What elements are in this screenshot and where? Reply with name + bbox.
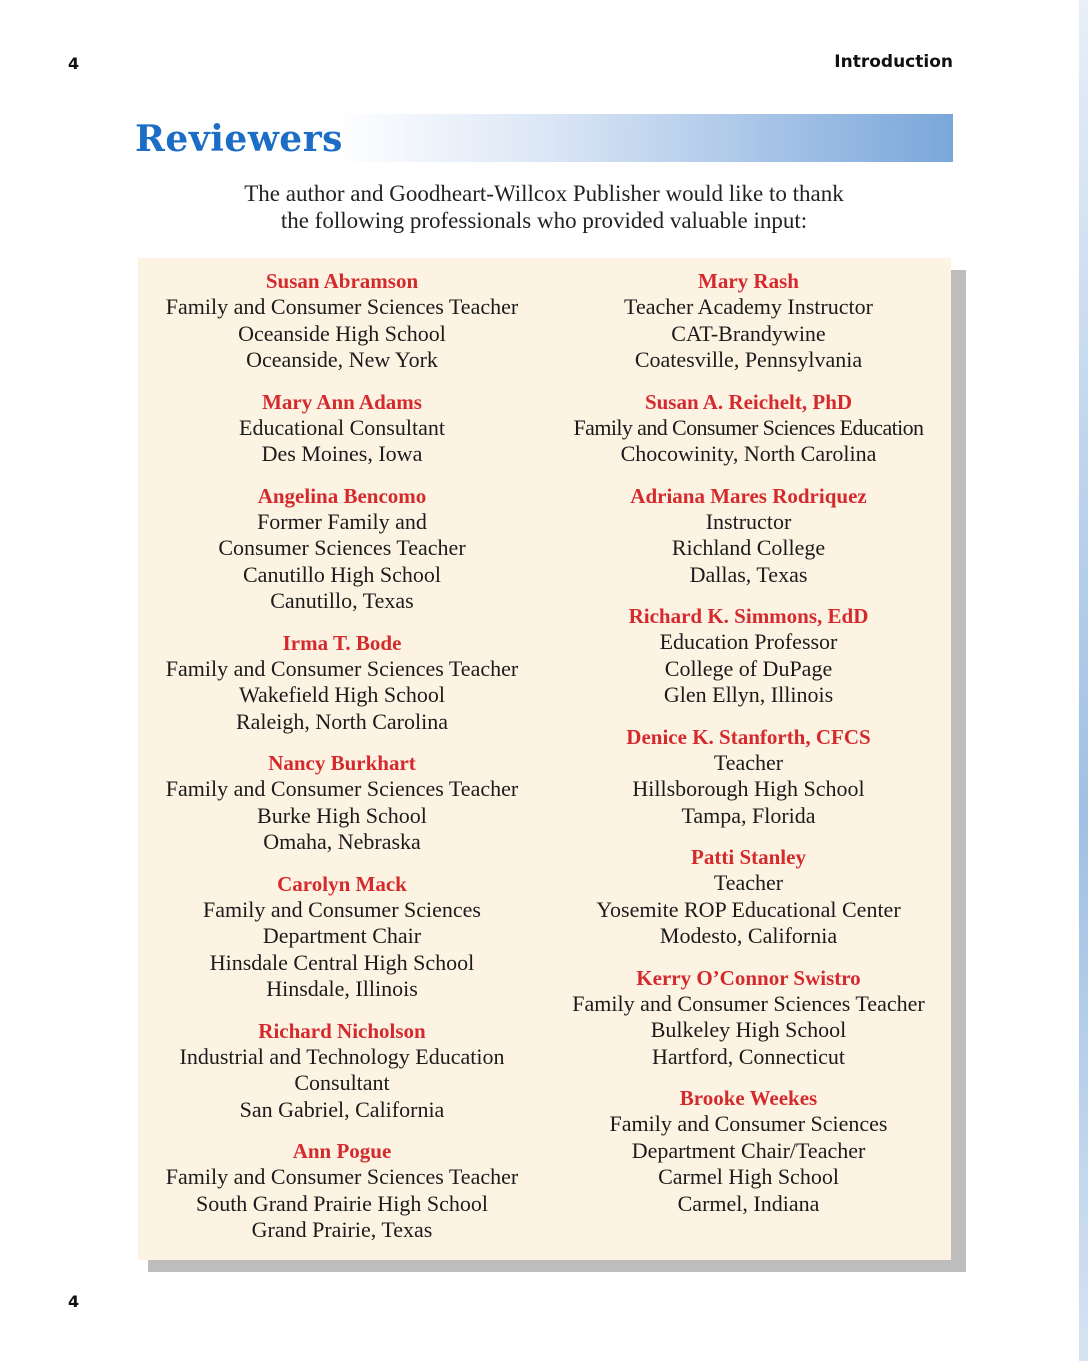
reviewer-detail-line: Department Chair/Teacher: [631, 1137, 866, 1163]
reviewer-name: Carolyn Mack: [277, 871, 407, 896]
reviewer-detail-line: Teacher: [713, 749, 784, 775]
reviewer-detail-line: Coatesville, Pennsylvania: [634, 347, 863, 372]
reviewer-name: Denice K. Stanforth, CFCS: [626, 724, 871, 749]
reviewer-detail-line: Hinsdale Central High School: [209, 949, 475, 975]
reviewer-name: Angelina Bencomo: [257, 483, 427, 508]
reviewer-name: Susan A. Reichelt, PhD: [644, 389, 853, 414]
reviewer-entry: [138, 630, 546, 736]
reviewer-detail-line: CAT-Brandywine: [671, 320, 826, 346]
header-section-title: Introduction: [834, 52, 953, 72]
reviewer-detail-line: South Grand Prairie High School: [195, 1190, 489, 1216]
reviewer-entry: [138, 483, 546, 615]
reviewer-box: [138, 258, 951, 1260]
reviewer-entry: [138, 389, 546, 468]
reviewer-name: Richard K. Simmons, EdD: [628, 604, 869, 628]
reviewer-detail-line: Wakefield High School: [239, 682, 445, 707]
reviewer-name: Brooke Weekes: [679, 1086, 818, 1110]
intro-line-2: the following professionals who provided valuable input:: [280, 208, 808, 233]
reviewer-detail-line: Carmel High School: [658, 1164, 839, 1189]
title-band: [135, 114, 953, 162]
reviewer-detail-line: Des Moines, Iowa: [261, 441, 423, 466]
reviewer-name: Susan Abramson: [265, 269, 419, 293]
reviewer-detail-line: Oceanside, New York: [246, 347, 438, 372]
reviewer-detail-line: Former Family and: [257, 508, 427, 534]
footer-page-number: 4: [68, 1292, 80, 1311]
reviewer-detail-line: Hillsborough High School: [632, 776, 865, 801]
reviewer-detail-line: Tampa, Florida: [681, 802, 816, 828]
page-title: Reviewers: [135, 118, 343, 160]
reviewer-detail-line: Hinsdale, Illinois: [266, 976, 418, 1001]
reviewer-detail-line: Burke High School: [257, 802, 427, 828]
reviewer-entry: [138, 871, 546, 1003]
reviewer-detail-line: Chocowinity, North Carolina: [620, 441, 877, 466]
reviewer-name: Richard Nicholson: [258, 1018, 426, 1043]
reviewer-detail-line: Teacher: [713, 870, 784, 895]
reviewer-column-left: [138, 268, 546, 1259]
reviewer-detail-line: Richland College: [671, 535, 826, 560]
reviewer-detail-line: Instructor: [705, 508, 792, 534]
reviewer-entry: [138, 750, 546, 856]
reviewer-detail-line: Dallas, Texas: [689, 561, 808, 587]
reviewer-entry: [546, 1085, 951, 1217]
reviewer-entry: [138, 268, 546, 374]
reviewer-detail-line: Educational Consultant: [239, 414, 445, 440]
reviewer-detail-line: Canutillo High School: [243, 561, 441, 587]
reviewer-detail-line: Family and Consumer Sciences Teacher: [165, 294, 519, 319]
reviewer-entry: [546, 603, 951, 709]
reviewer-name: Mary Ann Adams: [262, 389, 422, 414]
reviewer-entry: [546, 724, 951, 830]
reviewer-detail-line: Carmel, Indiana: [677, 1190, 820, 1216]
reviewer-name: Adriana Mares Rodriquez: [630, 483, 867, 508]
reviewer-name: Kerry O’Connor Swistro: [636, 965, 861, 990]
reviewer-detail-line: Family and Consumer Sciences: [202, 896, 481, 922]
reviewer-entry: [546, 268, 951, 374]
reviewer-detail-line: Department Chair: [262, 923, 422, 948]
reviewer-detail-line: Canutillo, Texas: [270, 588, 414, 613]
reviewer-name: Irma T. Bode: [282, 630, 402, 655]
reviewer-detail-line: Family and Consumer Sciences Teacher: [165, 655, 519, 681]
header-page-number: 4: [68, 54, 80, 73]
reviewer-detail-line: College of DuPage: [664, 655, 833, 681]
reviewer-detail-line: San Gabriel, California: [239, 1096, 445, 1122]
reviewer-detail-line: Family and Consumer Sciences Teacher: [165, 1164, 519, 1189]
reviewer-detail-line: Family and Consumer Sciences Teacher: [572, 990, 925, 1016]
reviewer-detail-line: Oceanside High School: [238, 320, 446, 346]
reviewer-detail-line: Family and Consumer Sciences Teacher: [165, 776, 519, 801]
reviewer-detail-line: Glen Ellyn, Illinois: [663, 682, 834, 707]
reviewer-column-right: [546, 268, 951, 1232]
reviewer-detail-line: Education Professor: [659, 629, 838, 654]
reviewer-detail-line: Family and Consumer Sciences: [609, 1111, 888, 1136]
reviewer-name: Nancy Burkhart: [268, 751, 416, 775]
intro-text: [135, 180, 953, 234]
reviewer-detail-line: Family and Consumer Sciences Education: [573, 414, 924, 440]
reviewer-entry: [138, 1018, 546, 1124]
reviewer-detail-line: Grand Prairie, Texas: [251, 1217, 433, 1242]
page-edge-decoration: [1079, 0, 1088, 1361]
reviewer-detail-line: Omaha, Nebraska: [263, 829, 421, 854]
reviewer-name: Ann Pogue: [292, 1139, 392, 1163]
reviewer-entry: [546, 483, 951, 589]
reviewer-entry: [546, 844, 951, 950]
reviewer-entry: [138, 1138, 546, 1244]
reviewer-entry: [546, 965, 951, 1071]
reviewer-name: Mary Rash: [698, 269, 799, 293]
reviewer-detail-line: Hartford, Connecticut: [651, 1043, 846, 1069]
reviewer-detail-line: Industrial and Technology Education: [179, 1043, 505, 1069]
intro-line-1: The author and Goodheart-Willcox Publisher would like to thank: [244, 181, 844, 206]
reviewer-name: Patti Stanley: [691, 845, 806, 869]
reviewer-detail-line: Consultant: [294, 1070, 390, 1095]
reviewer-detail-line: Teacher Academy Instructor: [624, 294, 873, 319]
reviewer-detail-line: Consumer Sciences Teacher: [218, 535, 466, 560]
reviewer-detail-line: Modesto, California: [659, 923, 838, 948]
reviewer-detail-line: Yosemite ROP Educational Center: [596, 896, 901, 922]
reviewer-detail-line: Bulkeley High School: [650, 1017, 847, 1042]
reviewer-detail-line: Raleigh, North Carolina: [235, 708, 448, 734]
reviewer-entry: [546, 389, 951, 468]
